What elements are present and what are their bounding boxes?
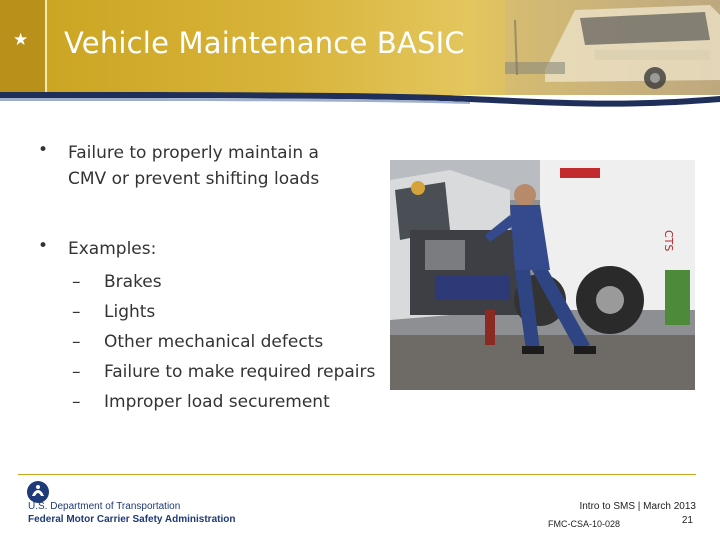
dash-marker: –	[72, 302, 81, 322]
footer-rule	[18, 474, 696, 475]
star-icon: ★	[13, 30, 29, 50]
dash-marker: –	[72, 362, 81, 382]
dash-marker: –	[72, 272, 81, 292]
dash-marker: –	[72, 392, 81, 412]
sub-item-text: Lights	[104, 302, 156, 322]
sub-item-text: Failure to make required repairs	[104, 362, 376, 382]
sub-item-text: Improper load securement	[104, 392, 330, 412]
slide-title: Vehicle Maintenance BASIC	[64, 26, 465, 60]
header-wave	[0, 80, 720, 110]
bullet-dot: •	[38, 236, 49, 256]
bullet-text	[68, 140, 398, 192]
bullet-text-line: CMV or prevent shifting loads	[68, 169, 320, 189]
bullet-dot: •	[38, 140, 49, 160]
sub-item-text: Brakes	[104, 272, 162, 292]
mechanic-truck-photo	[390, 160, 695, 390]
sub-item-text: Other mechanical defects	[104, 332, 324, 352]
department-name: U.S. Department of Transportation	[28, 501, 181, 512]
page-number: 21	[681, 515, 693, 526]
svg-text:CTS: CTS	[662, 230, 675, 252]
bullet-text-line: Failure to properly maintain a	[68, 143, 319, 163]
presentation-info: Intro to SMS | March 2013	[579, 501, 696, 512]
bullet-text: Examples:	[68, 239, 157, 259]
agency-name: Federal Motor Carrier Safety Administration	[28, 514, 236, 525]
document-code: FMC-CSA-10-028	[548, 519, 621, 529]
dash-marker: –	[72, 332, 81, 352]
